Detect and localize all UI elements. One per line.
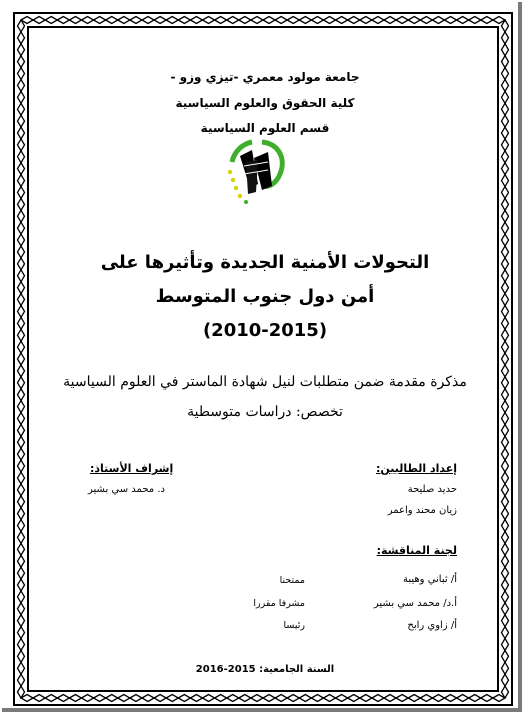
department-name: قسم العلوم السياسية (200, 121, 330, 135)
committee-member-name: أ.د/ محمد سي بشير (373, 598, 457, 609)
supervisor-name: د. محمد سي بشير (88, 484, 165, 495)
supervisor-heading: إشراف الأستاذ: (90, 462, 174, 475)
academic-year: السنة الجامعية: 2015-2016 (195, 664, 335, 675)
committee-member-role: مشرفا مقررا (253, 598, 305, 609)
specialization: تخصص: دراسات متوسطية (187, 404, 343, 420)
university-name: جامعة مولود معمري -تيزي وزو - (170, 70, 360, 84)
thesis-description: مذكرة مقدمة ضمن متطلبات لنيل شهادة الماستر في العلوم السياسية (63, 374, 467, 390)
committee-heading: لجنة المناقشة: (376, 544, 457, 557)
committee-member-role: ممتحنا (279, 575, 305, 586)
committee-member-role: رئيسا (283, 620, 305, 631)
committee-member-name: أ/ زاوي رابح (407, 620, 457, 631)
committee-member-name: أ/ ثباني وهيبة (403, 574, 457, 585)
student-name: حديد صليحة (407, 484, 457, 495)
thesis-title-line2: أمن دول جنوب المتوسط (155, 286, 375, 307)
university-logo-icon (222, 136, 288, 208)
student-name: زيان محند واعمر (387, 505, 457, 516)
thesis-title-line1: التحولات الأمنية الجديدة وتأثيرها على (100, 252, 430, 273)
students-heading: إعداد الطالبين: (375, 462, 457, 475)
faculty-name: كلية الحقوق والعلوم السياسية (175, 96, 355, 110)
thesis-title-years: (2010-2015) (202, 320, 328, 341)
